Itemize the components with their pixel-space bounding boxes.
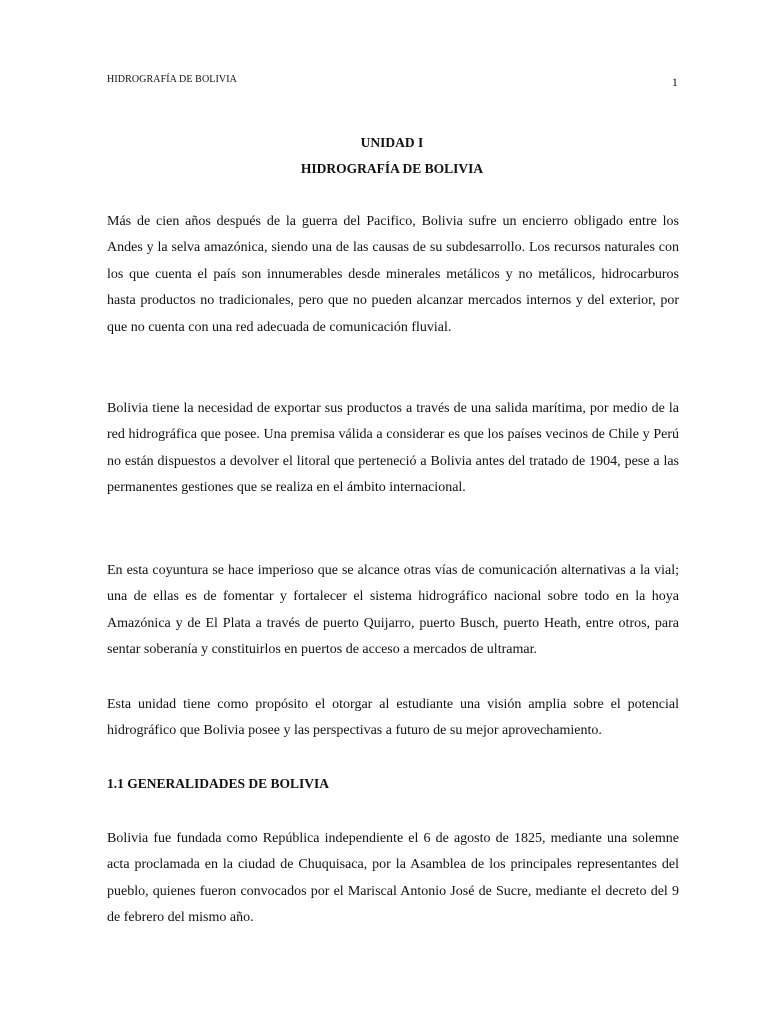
intro-paragraph-4: Esta unidad tiene como propósito el otorgar al estudiante una visión amplia sobre el potencial hidrográfico que Bolivia posee y las perspectivas a futuro de su mejor aprovechamiento. (107, 697, 679, 739)
section-heading: 1.1 GENERALIDADES DE BOLIVIA (107, 776, 330, 791)
unit-title: HIDROGRAFÍA DE BOLIVIA (300, 161, 484, 176)
running-header-title: HIDROGRAFÍA DE BOLIVIA (107, 74, 237, 85)
intro-paragraph-1: Más de cien años después de la guerra del Pacifico, Bolivia sufre un encierro obligado entre los Andes y la selva amazónica, siendo una de las causas de su subdesarrollo. Los recursos naturales con los que cuenta el país son innumerables desde minerales metálicos y no metálicos, hidrocarburos hasta productos no tradicionales, pero que no pueden alcanzar mercados internos y del exterior, por que no cuenta con una red adecuada de comunicación fluvial. (107, 214, 679, 335)
intro-paragraph-3: En esta coyuntura se hace imperioso que se alcance otras vías de comunicación alternativas a la vial; una de ellas es de fomentar y fortalecer el sistema hidrográfico nacional sobre todo en la hoya Amazónica y de El Plata a través de puerto Quijarro, puerto Busch, puerto Heath, entre otros, para sentar soberanía y constituirlos en puertos de acceso a mercados de ultramar. (107, 563, 679, 658)
page-number: 1 (671, 75, 678, 89)
running-header (107, 74, 678, 88)
intro-paragraph-2: Bolivia tiene la necesidad de exportar sus productos a través de una salida marítima, por medio de la red hidrográfica que posee. Una premisa válida a considerar es que los países vecinos de Chile y Perú no están dispuestos a devolver el litoral que perteneció a Bolivia antes del tratado de 1904, pese a las permanentes gestiones que se realiza en el ámbito internacional. (107, 401, 679, 496)
section-paragraph: Bolivia fue fundada como República independiente el 6 de agosto de 1825, mediante una solemne acta proclamada en la ciudad de Chuquisaca, por la Asamblea de los principales representantes del pueblo, quienes fueron convocados por el Mariscal Antonio José de Sucre, mediante el decreto del 9 de febrero del mismo año. (107, 831, 679, 926)
unit-heading: UNIDAD I (360, 135, 424, 150)
